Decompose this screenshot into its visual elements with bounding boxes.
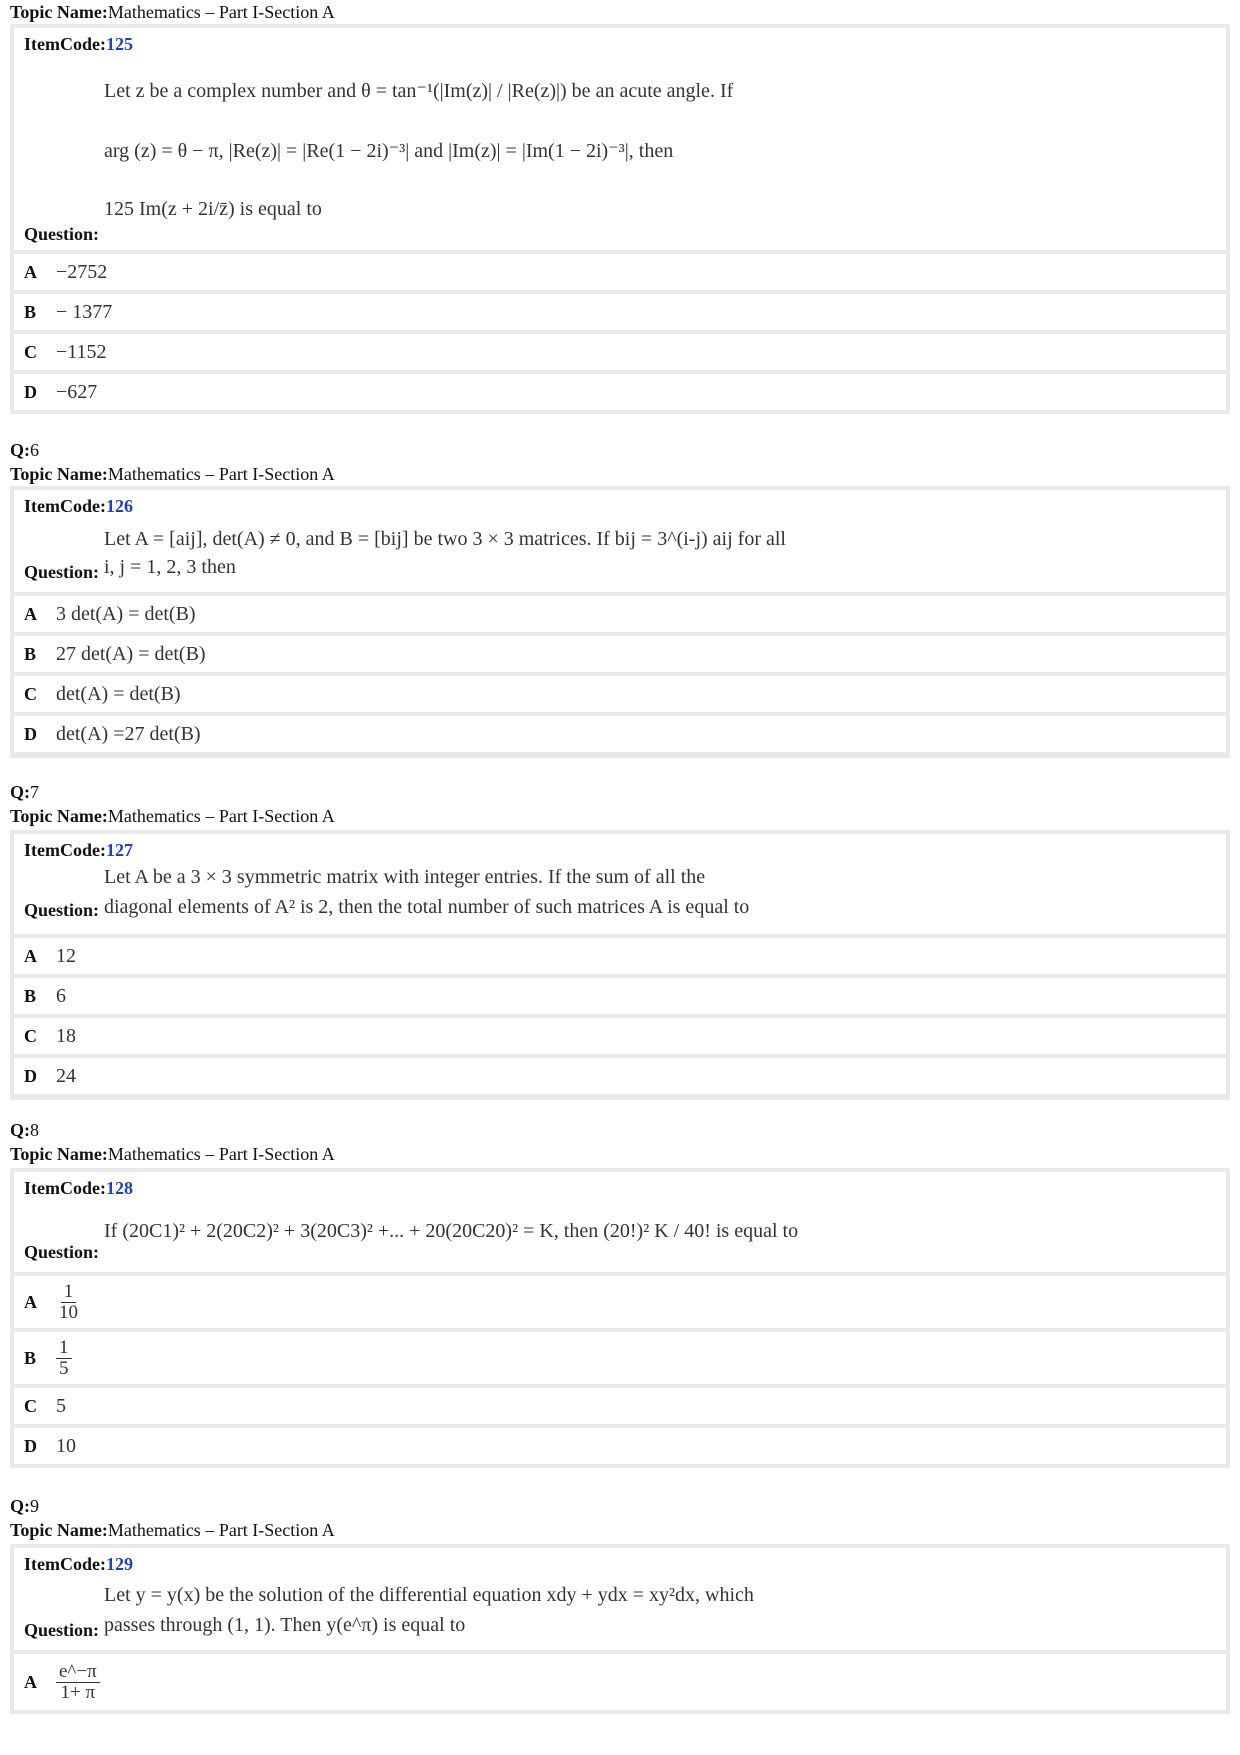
option-a[interactable]: A −2752 <box>14 254 1226 290</box>
item-code: ItemCode:125 <box>24 34 133 54</box>
option-c[interactable]: C 18 <box>14 1018 1226 1054</box>
question-card <box>10 1544 1230 1714</box>
fraction: $\frac{1}{10}$ <box>59 1280 78 1323</box>
fraction: $\frac{e\^{}-\pi}{1+ \pi}$ <box>56 1662 100 1703</box>
question-text-line: Let z be a complex number and θ = tan⁻¹(|Im(z)| / |Re(z)|) be an acute angle. If <box>104 80 734 102</box>
question-text-line: Let y = y(x) be the solution of the differential equation xdy + ydx = xy²dx, which <box>104 1584 754 1606</box>
question-text-line: 125 Im(z + 2i/z̄) is equal to <box>104 198 322 220</box>
question-text-line: Let A = [aij], det(A) ≠ 0, and B = [bij] be two 3 × 3 matrices. If bij = 3^(i-j) aij for all <box>104 528 786 550</box>
question-number: Q:8 <box>10 1120 39 1140</box>
question-card <box>10 1168 1230 1468</box>
option-b[interactable]: B $\frac{1}{5}$ <box>14 1332 1226 1384</box>
option-a[interactable]: A $\frac{1}{10}$ <box>14 1276 1226 1328</box>
fraction: $\frac{1}{5}$ <box>56 1338 72 1379</box>
item-code: ItemCode:127 <box>24 840 133 860</box>
question-text-line: i, j = 1, 2, 3 then <box>104 556 236 578</box>
question-text-line: passes through (1, 1). Then y(e^π) is equal to <box>104 1614 466 1636</box>
question-body <box>14 490 1226 592</box>
option-b[interactable]: B 27 det(A) = det(B) <box>14 636 1226 672</box>
question-number: Q:7 <box>10 782 39 802</box>
option-b[interactable]: B − 1377 <box>14 294 1226 330</box>
question-text-line: diagonal elements of A² is 2, then the total number of such matrices A is equal to <box>104 896 750 918</box>
question-label: Question: <box>24 1242 100 1262</box>
item-code: ItemCode:129 <box>24 1554 133 1574</box>
question-label: Question: <box>24 224 100 244</box>
topic-line: Topic Name:Mathematics – Part I-Section A <box>10 1144 335 1164</box>
item-code: ItemCode:128 <box>24 1178 133 1198</box>
question-body <box>14 834 1226 934</box>
option-d[interactable]: D det(A) =27 det(B) <box>14 716 1226 752</box>
question-card <box>10 830 1230 1100</box>
question-text-line: Let A be a 3 × 3 symmetric matrix with integer entries. If the sum of all the <box>104 866 706 888</box>
option-b[interactable]: B 6 <box>14 978 1226 1014</box>
topic-line: Topic Name:Mathematics – Part I-Section A <box>10 464 335 484</box>
question-text-line: If (20C1)² + 2(20C2)² + 3(20C3)² +... + 20(20C20)² = K, then (20!)² K / 40! is equal to <box>104 1220 799 1242</box>
topic-line: Topic Name:Mathematics – Part I-Section A <box>10 806 335 826</box>
topic-line: Topic Name:Mathematics – Part I-Section A <box>10 1520 335 1540</box>
question-text-line: arg (z) = θ − π, |Re(z)| = |Re(1 − 2i)⁻³| and |Im(z)| = |Im(1 − 2i)⁻³|, then <box>104 140 674 162</box>
option-a[interactable]: A 3 det(A) = det(B) <box>14 596 1226 632</box>
option-d[interactable]: D 10 <box>14 1428 1226 1464</box>
option-d[interactable]: D 24 <box>14 1058 1226 1094</box>
question-body <box>14 28 1226 250</box>
question-card <box>10 486 1230 758</box>
option-c[interactable]: C det(A) = det(B) <box>14 676 1226 712</box>
option-a[interactable]: A $\frac{e\^{}-\pi}{1+ \pi}$ <box>14 1654 1226 1710</box>
option-c[interactable]: C 5 <box>14 1388 1226 1424</box>
question-number: Q:9 <box>10 1496 39 1516</box>
question-body <box>14 1172 1226 1272</box>
question-card <box>10 24 1230 414</box>
question-body <box>14 1548 1226 1650</box>
topic-line: Topic Name:Mathematics – Part I-Section A <box>10 2 335 22</box>
question-label: Question: <box>24 1620 100 1640</box>
item-code: ItemCode:126 <box>24 496 133 516</box>
question-label: Question: <box>24 562 100 582</box>
option-a[interactable]: A 12 <box>14 938 1226 974</box>
option-c[interactable]: C −1152 <box>14 334 1226 370</box>
option-d[interactable]: D −627 <box>14 374 1226 410</box>
question-label: Question: <box>24 900 100 920</box>
question-number: Q:6 <box>10 440 39 460</box>
